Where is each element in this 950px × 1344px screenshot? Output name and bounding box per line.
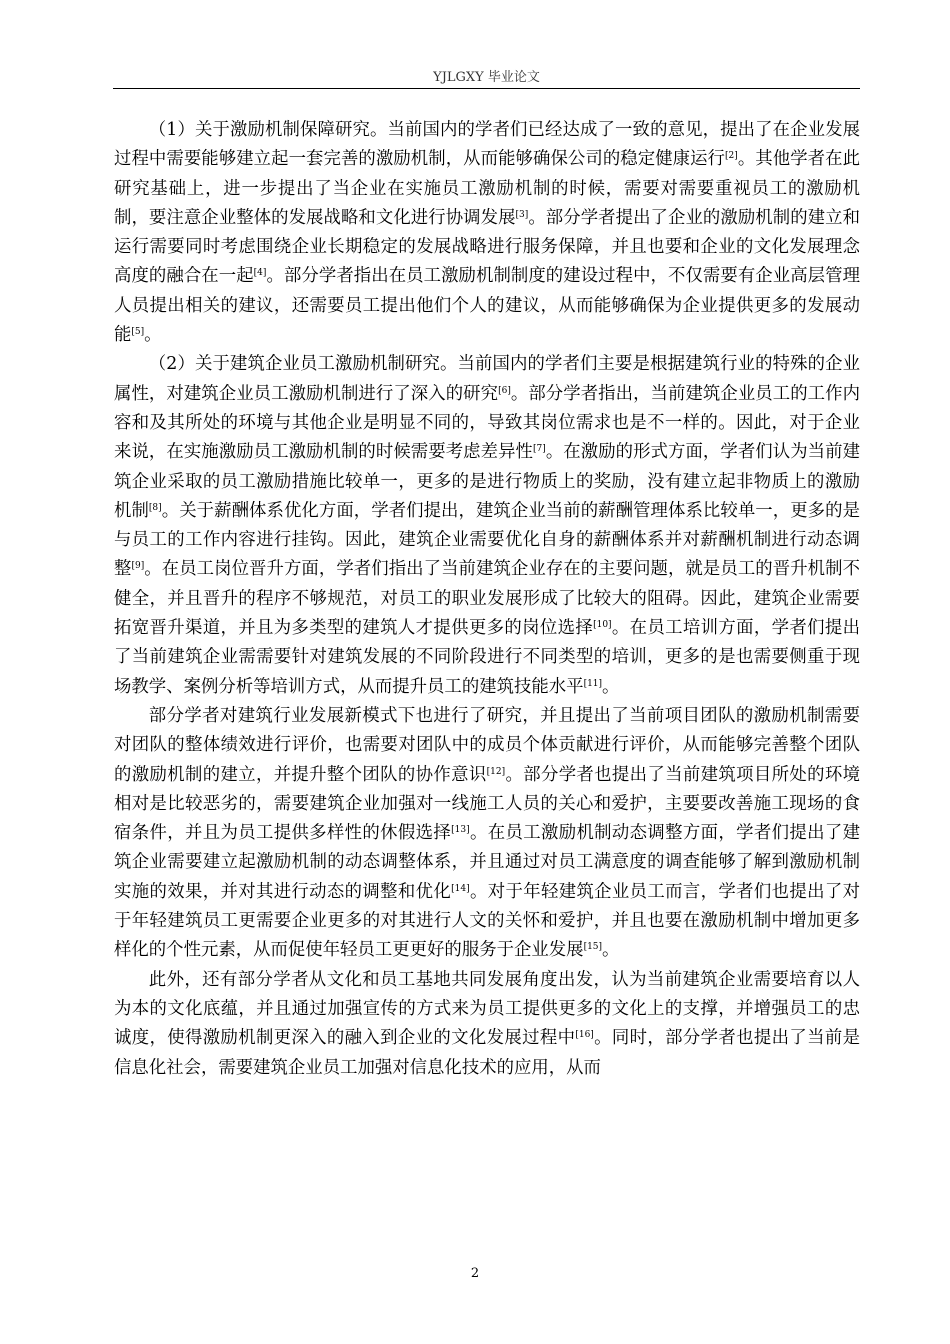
- citation-marker: [7]: [533, 444, 546, 455]
- paragraph: [114, 350, 860, 702]
- text-segment: 。在员工培训方面，学者们提出了当前建筑企业需需要针对建筑发展的不同阶段进行不同类型的培训，更多的是也需要侧重于现场教学、案例分析等培训方式，从而提升员工的建筑技能水平: [114, 618, 860, 697]
- citation-marker: [8]: [148, 503, 162, 514]
- text-segment: 。在员工激励机制动态调整方面，学者们提出了建筑企业需要建立起激励机制的动态调整体系，并且通过对员工满意度的调查能够了解到激励机制实施的效果，并对其进行动态的调整和优化: [114, 823, 860, 902]
- text-segment: 。: [144, 325, 162, 346]
- text-segment: 。其他学者在此研究基础上，进一步提出了当企业在实施员工激励机制的时候，需要对需要重视员工的激励机制，要注意企业整体的发展战略和文化进行协调发展: [114, 149, 860, 228]
- text-segment: 此外，还有部分学者从文化和员工基地共同发展角度出发，认为当前建筑企业需要培育以人为本的文化底蕴，并且通过加强宣传的方式来为员工提供更多的文化上的支撑，并增强员工的忠诚度，使得激励机制更深入的融入到企业的文化发展过程中: [114, 969, 860, 1049]
- citation-marker: [14]: [451, 883, 470, 894]
- text-segment: 。: [602, 676, 620, 697]
- text-segment: （2）关于建筑企业员工激励机制研究。当前国内的学者们主要是根据建筑行业的特殊的企业属性，对建筑企业员工激励机制进行了深入的研究: [114, 354, 860, 404]
- citation-marker: [11]: [583, 678, 603, 689]
- citation-marker: [12]: [486, 766, 506, 777]
- page-number: 2: [470, 1266, 480, 1281]
- text-segment: 。在员工岗位晋升方面，学者们指出了当前建筑企业存在的主要问题，就是员工的晋升机制不健全，并且晋升的程序不够规范，对员工的职业发展形成了比较大的阻碍。因此，建筑企业需要拓宽晋升渠道，并且为多类型的建筑人才提供更多的岗位选择: [114, 559, 860, 639]
- text-segment: 。关于薪酬体系优化方面，学者们提出，建筑企业当前的薪酬管理体系比较单一，更多的是与员工的工作内容进行挂钩。因此，建筑企业需要优化自身的薪酬体系并对薪酬机制进行动态调整: [114, 500, 860, 580]
- citation-marker: [13]: [451, 825, 470, 836]
- citation-marker: [5]: [131, 327, 145, 338]
- text-segment: 部分学者对建筑行业发展新模式下也进行了研究，并且提出了当前项目团队的激励机制需要对团队的整体绩效进行评价，也需要对团队中的成员个体贡献进行评价，从而能够完善整个团队的激励机制的建立，并提升整个团队的协作意识: [114, 705, 860, 785]
- text-segment: 。: [602, 940, 620, 961]
- citation-marker: [10]: [593, 620, 612, 631]
- paragraph: [114, 702, 860, 966]
- body-text: [114, 116, 860, 1083]
- citation-marker: [6]: [498, 385, 511, 396]
- paragraph: [114, 966, 860, 1083]
- text-segment: 。同时，部分学者也提出了当前是信息化社会，需要建筑企业员工加强对信息化技术的应用，从而: [114, 1028, 860, 1078]
- text-segment: 。部分学者提出了企业的激励机制的建立和运行需要同时考虑围绕企业长期稳定的发展战略进行服务保障，并且也要和企业的文化发展理念高度的融合在一起: [114, 207, 860, 287]
- paragraph: [114, 116, 860, 350]
- text-segment: 。在激励的形式方面，学者们认为当前建筑企业采取的员工激励措施比较单一，更多的是进行物质上的奖励，没有建立起非物质上的激励机制: [114, 442, 860, 521]
- citation-marker: [16]: [575, 1030, 594, 1041]
- text-segment: 。对于年轻建筑企业员工而言，学者们也提出了对于年轻建筑员工更需要企业更多的对其进行人文的关怀和爱护，并且也要在激励机制中增加更多样化的个性元素，从而促使年轻员工更更好的服务于企业发展: [114, 881, 860, 961]
- citation-marker: [9]: [131, 561, 145, 572]
- citation-marker: [2]: [725, 151, 738, 162]
- header-rule: [113, 88, 860, 89]
- citation-marker: [4]: [253, 268, 267, 279]
- text-segment: 。部分学者指出，当前建筑企业员工的工作内容和及其所处的环境与其他企业是明显不同的，导致其岗位需求也是不一样的。因此，对于企业来说，在实施激励员工激励机制的时候需要考虑差异性: [114, 383, 860, 463]
- citation-marker: [3]: [515, 210, 529, 221]
- text-segment: 。部分学者也提出了当前建筑项目所处的环境相对是比较恶劣的，需要建筑企业加强对一线施工人员的关心和爱护，主要要改善施工现场的食宿条件，并且为员工提供多样性的休假选择: [114, 764, 860, 844]
- citation-marker: [15]: [583, 942, 603, 953]
- text-segment: 。部分学者指出在员工激励机制制度的建设过程中，不仅需要有企业高层管理人员提出相关的建议，还需要员工提出他们个人的建议，从而能够确保为企业提供更多的发展动能: [114, 266, 860, 346]
- running-header: YJLGXY 毕业论文: [433, 70, 540, 85]
- text-segment: （1）关于激励机制保障研究。当前国内的学者们已经达成了一致的意见，提出了在企业发展过程中需要能够建立起一套完善的激励机制，从而能够确保公司的稳定健康运行: [114, 120, 860, 170]
